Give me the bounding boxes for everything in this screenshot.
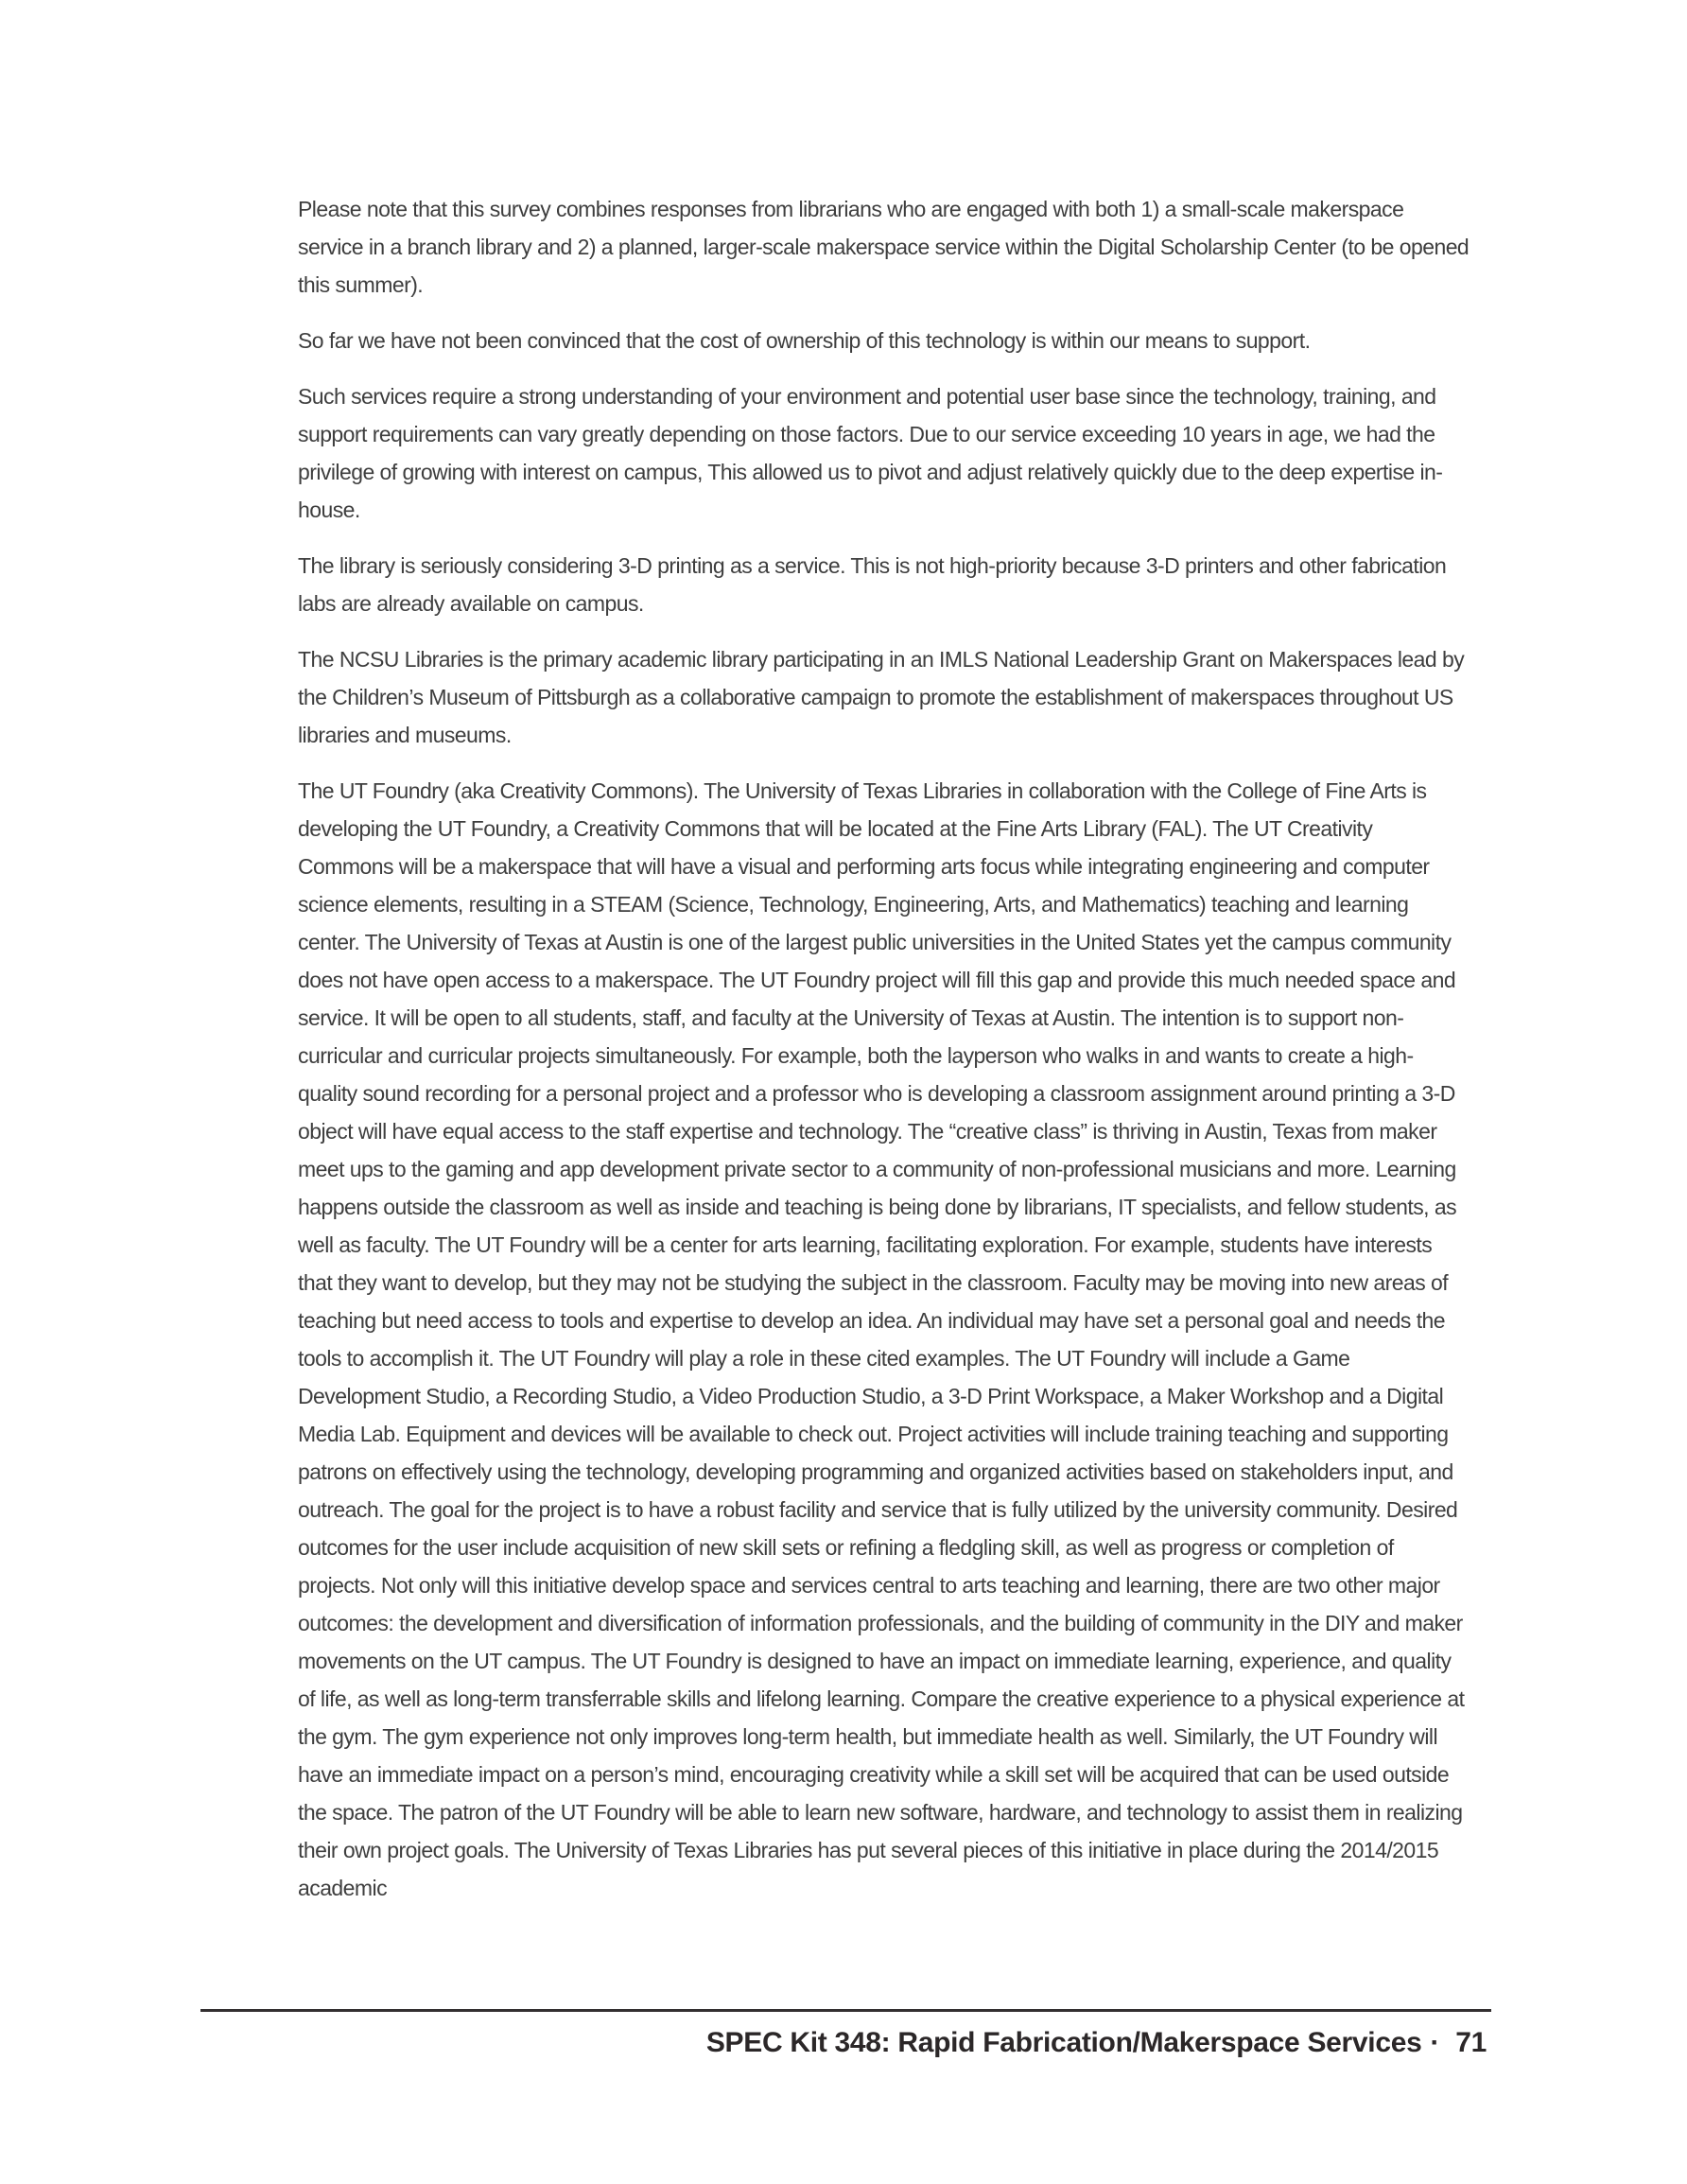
paragraph-survey-note: Please note that this survey combines responses from librarians who are engaged with both 1) a small-scale makerspace service in a branch library and 2) a planned, larger-scale makerspace service within the Digital Scholarship Center (to be opened this summer). xyxy=(298,197,1470,297)
page-footer xyxy=(706,2025,1487,2061)
paragraph-service-requirements: Such services require a strong understanding of your environment and potential user base since the technology, training, and support requirements can vary greatly depending on those factors. Due to our service exceeding 10 years in age, we had the privilege of growing with interest on campus, This allowed us to pivot and adjust relatively quickly due to the deep expertise in-house. xyxy=(298,384,1443,522)
footer-publication-title: SPEC Kit 348: Rapid Fabrication/Makerspace Services xyxy=(705,2027,1422,2058)
paragraph-3d-printing-consideration: The library is seriously considering 3-D printing as a service. This is not high-priority because 3-D printers and other fabrication labs are already available on campus. xyxy=(298,553,1447,616)
footer-separator-dot: · xyxy=(1430,2027,1440,2058)
footer-divider-rule xyxy=(200,2009,1491,2012)
paragraph-cost-of-ownership: So far we have not been convinced that the cost of ownership of this technology is within our means to support. xyxy=(298,328,1311,353)
survey-responses-section xyxy=(298,190,1470,1925)
paragraph-ncsu-imls-grant: The NCSU Libraries is the primary academic library participating in an IMLS National Leadership Grant on Makerspaces lead by the Children’s Museum of Pittsburgh as a collaborative campaign to promote the establishment of makerspaces throughout US libraries and museums. xyxy=(298,647,1465,747)
footer-page-number: 71 xyxy=(1455,2027,1487,2058)
paragraph-ut-foundry: The UT Foundry (aka Creativity Commons). The University of Texas Libraries in collaboration with the College of Fine Arts is developing the UT Foundry, a Creativity Commons that will be located at the Fine Arts Library (FAL). The UT Creativity Commons will be a makerspace that will have a visual and performing arts focus while integrating engineering and computer science elements, resulting in a STEAM (Science, Technology, Engineering, Arts, and Mathematics) teaching and learning center. The University of Texas at Austin is one of the largest public universities in the United States yet the campus community does not have open access to a makerspace. The UT Foundry project will fill this gap and provide this much needed space and service. It will be open to all students, staff, and faculty at the University of Texas at Austin. The intention is to support non-curricular and curricular projects simultaneously. For example, both the layperson who walks in and wants to create a high-quality sound recording for a personal project and a professor who is developing a classroom assignment around printing a 3-D object will have equal access to the staff expertise and technology. The “creative class” is thriving in Austin, Texas from maker meet ups to the gaming and app development private sector to a community of non-professional musicians and more. Learning happens outside the classroom as well as inside and teaching is being done by librarians, IT specialists, and fellow students, as well as faculty. The UT Foundry will be a center for arts learning, facilitating exploration. For example, students have interests that they want to develop, but they may not be studying the subject in the classroom. Faculty may be moving into new areas of teaching but need access to tools and expertise to develop an idea. An individual may have set a personal goal and needs the tools to accomplish it. The UT Foundry will play a role in these cited examples. The UT Foundry will include a Game Development Studio, a Recording Studio, a Video Production Studio, a 3-D Print Workspace, a Maker Workshop and a Digital Media Lab. Equipment and devices will be available to check out. Project activities will include training teaching and supporting patrons on effectively using the technology, developing programming and organized activities based on stakeholders input, and outreach. The goal for the project is to have a robust facility and service that is fully utilized by the university community. Desired outcomes for the user include acquisition of new skill sets or refining a fledgling skill, as well as progress or completion of projects. Not only will this initiative develop space and services central to arts teaching and learning, there are two other major outcomes: the development and diversification of information professionals, and the building of community in the DIY and maker movements on the UT campus. The UT Foundry is designed to have an impact on immediate learning, experience, and quality of life, as well as long-term transferrable skills and lifelong learning. Compare the creative experience to a physical experience at the gym. The gym experience not only improves long-term health, but immediate health as well. Similarly, the UT Foundry will have an immediate impact on a person’s mind, encouraging creativity while a skill set will be acquired that can be used outside the space. The patron of the UT Foundry will be able to learn new software, hardware, and technology to assist them in realizing their own project goals. The University of Texas Libraries has put several pieces of this initiative in place during the 2014/2015 academic xyxy=(298,778,1465,1900)
